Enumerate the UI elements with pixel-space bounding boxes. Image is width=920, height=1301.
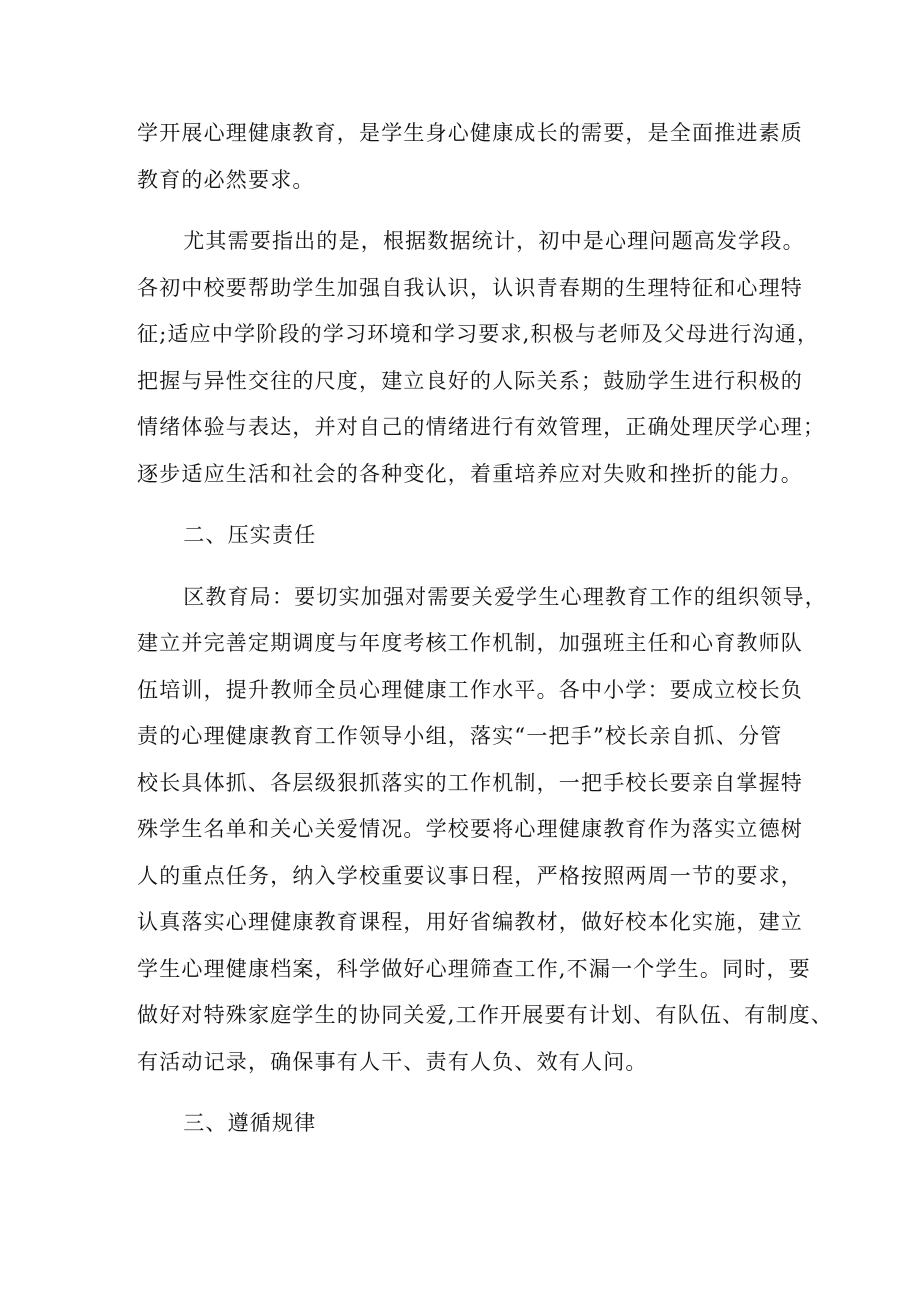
paragraph-line: 各初中校要帮助学生加强自我认识，认识青春期的生理特征和心理特: [137, 275, 803, 300]
paragraph-gap: [137, 497, 797, 512]
paragraph-line: 责的心理健康教育工作领导小组，落实“一把手”校长亲自抓、分管: [137, 724, 783, 748]
paragraph-line: 学开展心理健康教育，是学生身心健康成长的需要，是全面推进素质: [137, 121, 803, 145]
paragraph-line: 教育的必然要求。: [137, 167, 315, 192]
paragraph-line: 伍培训，提升教师全员心理健康工作水平。各中小学：要成立校长负: [137, 677, 803, 702]
paragraph-1: [137, 110, 803, 203]
paragraph-line: 建立并完善定期调度与年度考核工作机制，加强班主任和心育教师队: [137, 631, 803, 655]
paragraph-line: 征;适应中学阶段的学习环境和学习要求,积极与老师及父母进行沟通，: [137, 322, 820, 346]
paragraph-gap: [137, 1085, 797, 1100]
document-body: [137, 110, 834, 1147]
paragraph-gap: [137, 203, 797, 218]
paragraph-line: 校长具体抓、各层级狠抓落实的工作机制，一把手校长要亲自掌握特: [137, 770, 803, 795]
paragraph-line: 人的重点任务，纳入学校重要议事日程，严格按照两周一节的要求，: [137, 863, 803, 888]
paragraph-line: 情绪体验与表达，并对自己的情绪进行有效管理，正确处理厌学心理；: [137, 415, 826, 439]
paragraph-line: 尤其需要指出的是，根据数据统计，初中是心理问题高发学段。: [183, 229, 805, 253]
paragraph-3: [137, 574, 834, 1086]
paragraph-line: 区教育局：要切实加强对需要关爱学生心理教育工作的组织领导，: [183, 584, 827, 609]
paragraph-line: 认真落实心理健康教育课程，用好省编教材，做好校本化实施，建立: [137, 910, 803, 934]
paragraph-line: 有活动记录，确保事有人干、责有人负、效有人问。: [137, 1049, 648, 1074]
paragraph-line: 学生心理健康档案，科学做好心理筛查工作,不漏一个学生。同时，要: [137, 956, 811, 981]
paragraph-line: 把握与异性交往的尺度，建立良好的人际关系；鼓励学生进行积极的: [137, 368, 803, 393]
paragraph-line: 做好对特殊家庭学生的协同关爱,工作开展要有计划、有队伍、有制度、: [137, 1003, 834, 1027]
paragraph-line: 逐步适应生活和社会的各种变化，着重培养应对失败和挫折的能力。: [137, 461, 803, 486]
paragraph-gap: [137, 559, 797, 574]
section-heading-2: 二、压实责任: [183, 523, 317, 547]
section-heading-3: 三、遵循规律: [183, 1111, 317, 1135]
paragraph-line: 殊学生名单和关心关爱情况。学校要将心理健康教育作为落实立德树: [137, 817, 803, 841]
paragraph-2: [137, 218, 826, 497]
